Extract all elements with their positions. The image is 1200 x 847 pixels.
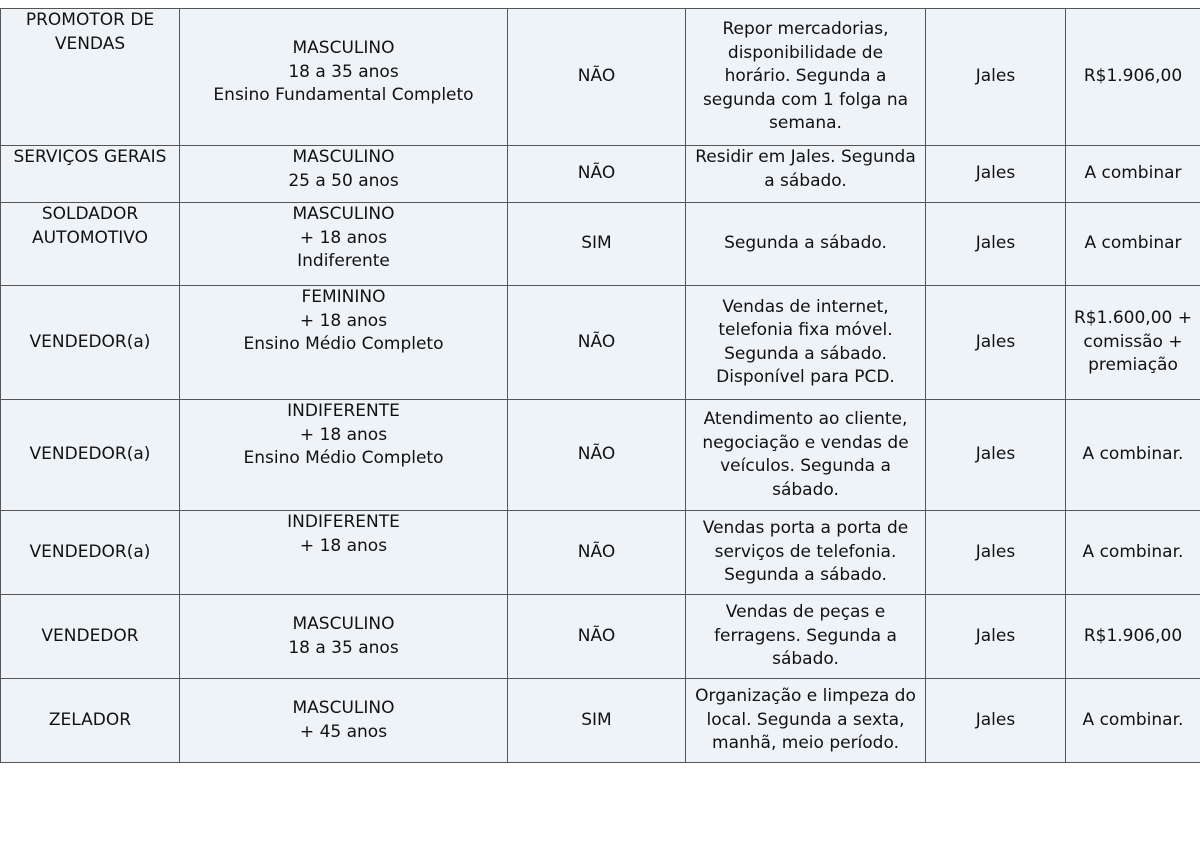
city-cell: Jales [926, 679, 1066, 763]
table-row [1, 9, 1200, 146]
job-title-cell: SOLDADOR AUTOMOTIVO [1, 203, 180, 286]
experience-cell: SIM [508, 203, 686, 286]
experience-cell: SIM [508, 679, 686, 763]
experience-cell: NÃO [508, 146, 686, 203]
requirements-cell: MASCULINO + 45 anos [180, 679, 508, 763]
description-cell: Organização e limpeza do local. Segunda a sexta, manhã, meio período. [686, 679, 926, 763]
job-title-cell: ZELADOR [1, 679, 180, 763]
salary-cell: A combinar [1066, 146, 1200, 203]
salary-cell: A combinar. [1066, 679, 1200, 763]
description-cell: Segunda a sábado. [686, 203, 926, 286]
requirements-cell: MASCULINO 18 a 35 anos [180, 595, 508, 679]
table-row [1, 511, 1200, 595]
description-cell: Repor mercadorias, disponibilidade de horário. Segunda a segunda com 1 folga na semana. [686, 9, 926, 146]
description-cell: Residir em Jales. Segunda a sábado. [686, 146, 926, 203]
job-listings-table [0, 8, 1200, 763]
experience-cell: NÃO [508, 595, 686, 679]
requirements-cell: INDIFERENTE + 18 anos [180, 511, 508, 595]
salary-cell: A combinar. [1066, 400, 1200, 511]
job-title-cell: VENDEDOR [1, 595, 180, 679]
city-cell: Jales [926, 400, 1066, 511]
city-cell: Jales [926, 146, 1066, 203]
table-row [1, 203, 1200, 286]
salary-cell: R$1.906,00 [1066, 595, 1200, 679]
table-row [1, 679, 1200, 763]
job-title-cell: PROMOTOR DE VENDAS [1, 9, 180, 146]
table-row [1, 400, 1200, 511]
experience-cell: NÃO [508, 286, 686, 400]
requirements-cell: INDIFERENTE + 18 anos Ensino Médio Completo [180, 400, 508, 511]
requirements-cell: MASCULINO + 18 anos Indiferente [180, 203, 508, 286]
salary-cell: A combinar [1066, 203, 1200, 286]
table-row [1, 146, 1200, 203]
experience-cell: NÃO [508, 9, 686, 146]
experience-cell: NÃO [508, 400, 686, 511]
job-title-cell: VENDEDOR(a) [1, 400, 180, 511]
city-cell: Jales [926, 9, 1066, 146]
city-cell: Jales [926, 511, 1066, 595]
experience-cell: NÃO [508, 511, 686, 595]
salary-cell: R$1.600,00 + comissão + premiação [1066, 286, 1200, 400]
city-cell: Jales [926, 595, 1066, 679]
job-title-cell: VENDEDOR(a) [1, 511, 180, 595]
requirements-cell: MASCULINO 25 a 50 anos [180, 146, 508, 203]
requirements-cell: MASCULINO 18 a 35 anos Ensino Fundamental Completo [180, 9, 508, 146]
city-cell: Jales [926, 203, 1066, 286]
job-title-cell: SERVIÇOS GERAIS [1, 146, 180, 203]
city-cell: Jales [926, 286, 1066, 400]
description-cell: Atendimento ao cliente, negociação e vendas de veículos. Segunda a sábado. [686, 400, 926, 511]
table-row [1, 286, 1200, 400]
salary-cell: R$1.906,00 [1066, 9, 1200, 146]
job-title-cell: VENDEDOR(a) [1, 286, 180, 400]
description-cell: Vendas de peças e ferragens. Segunda a sábado. [686, 595, 926, 679]
table-row [1, 595, 1200, 679]
description-cell: Vendas de internet, telefonia fixa móvel. Segunda a sábado. Disponível para PCD. [686, 286, 926, 400]
requirements-cell: FEMININO + 18 anos Ensino Médio Completo [180, 286, 508, 400]
description-cell: Vendas porta a porta de serviços de telefonia. Segunda a sábado. [686, 511, 926, 595]
salary-cell: A combinar. [1066, 511, 1200, 595]
